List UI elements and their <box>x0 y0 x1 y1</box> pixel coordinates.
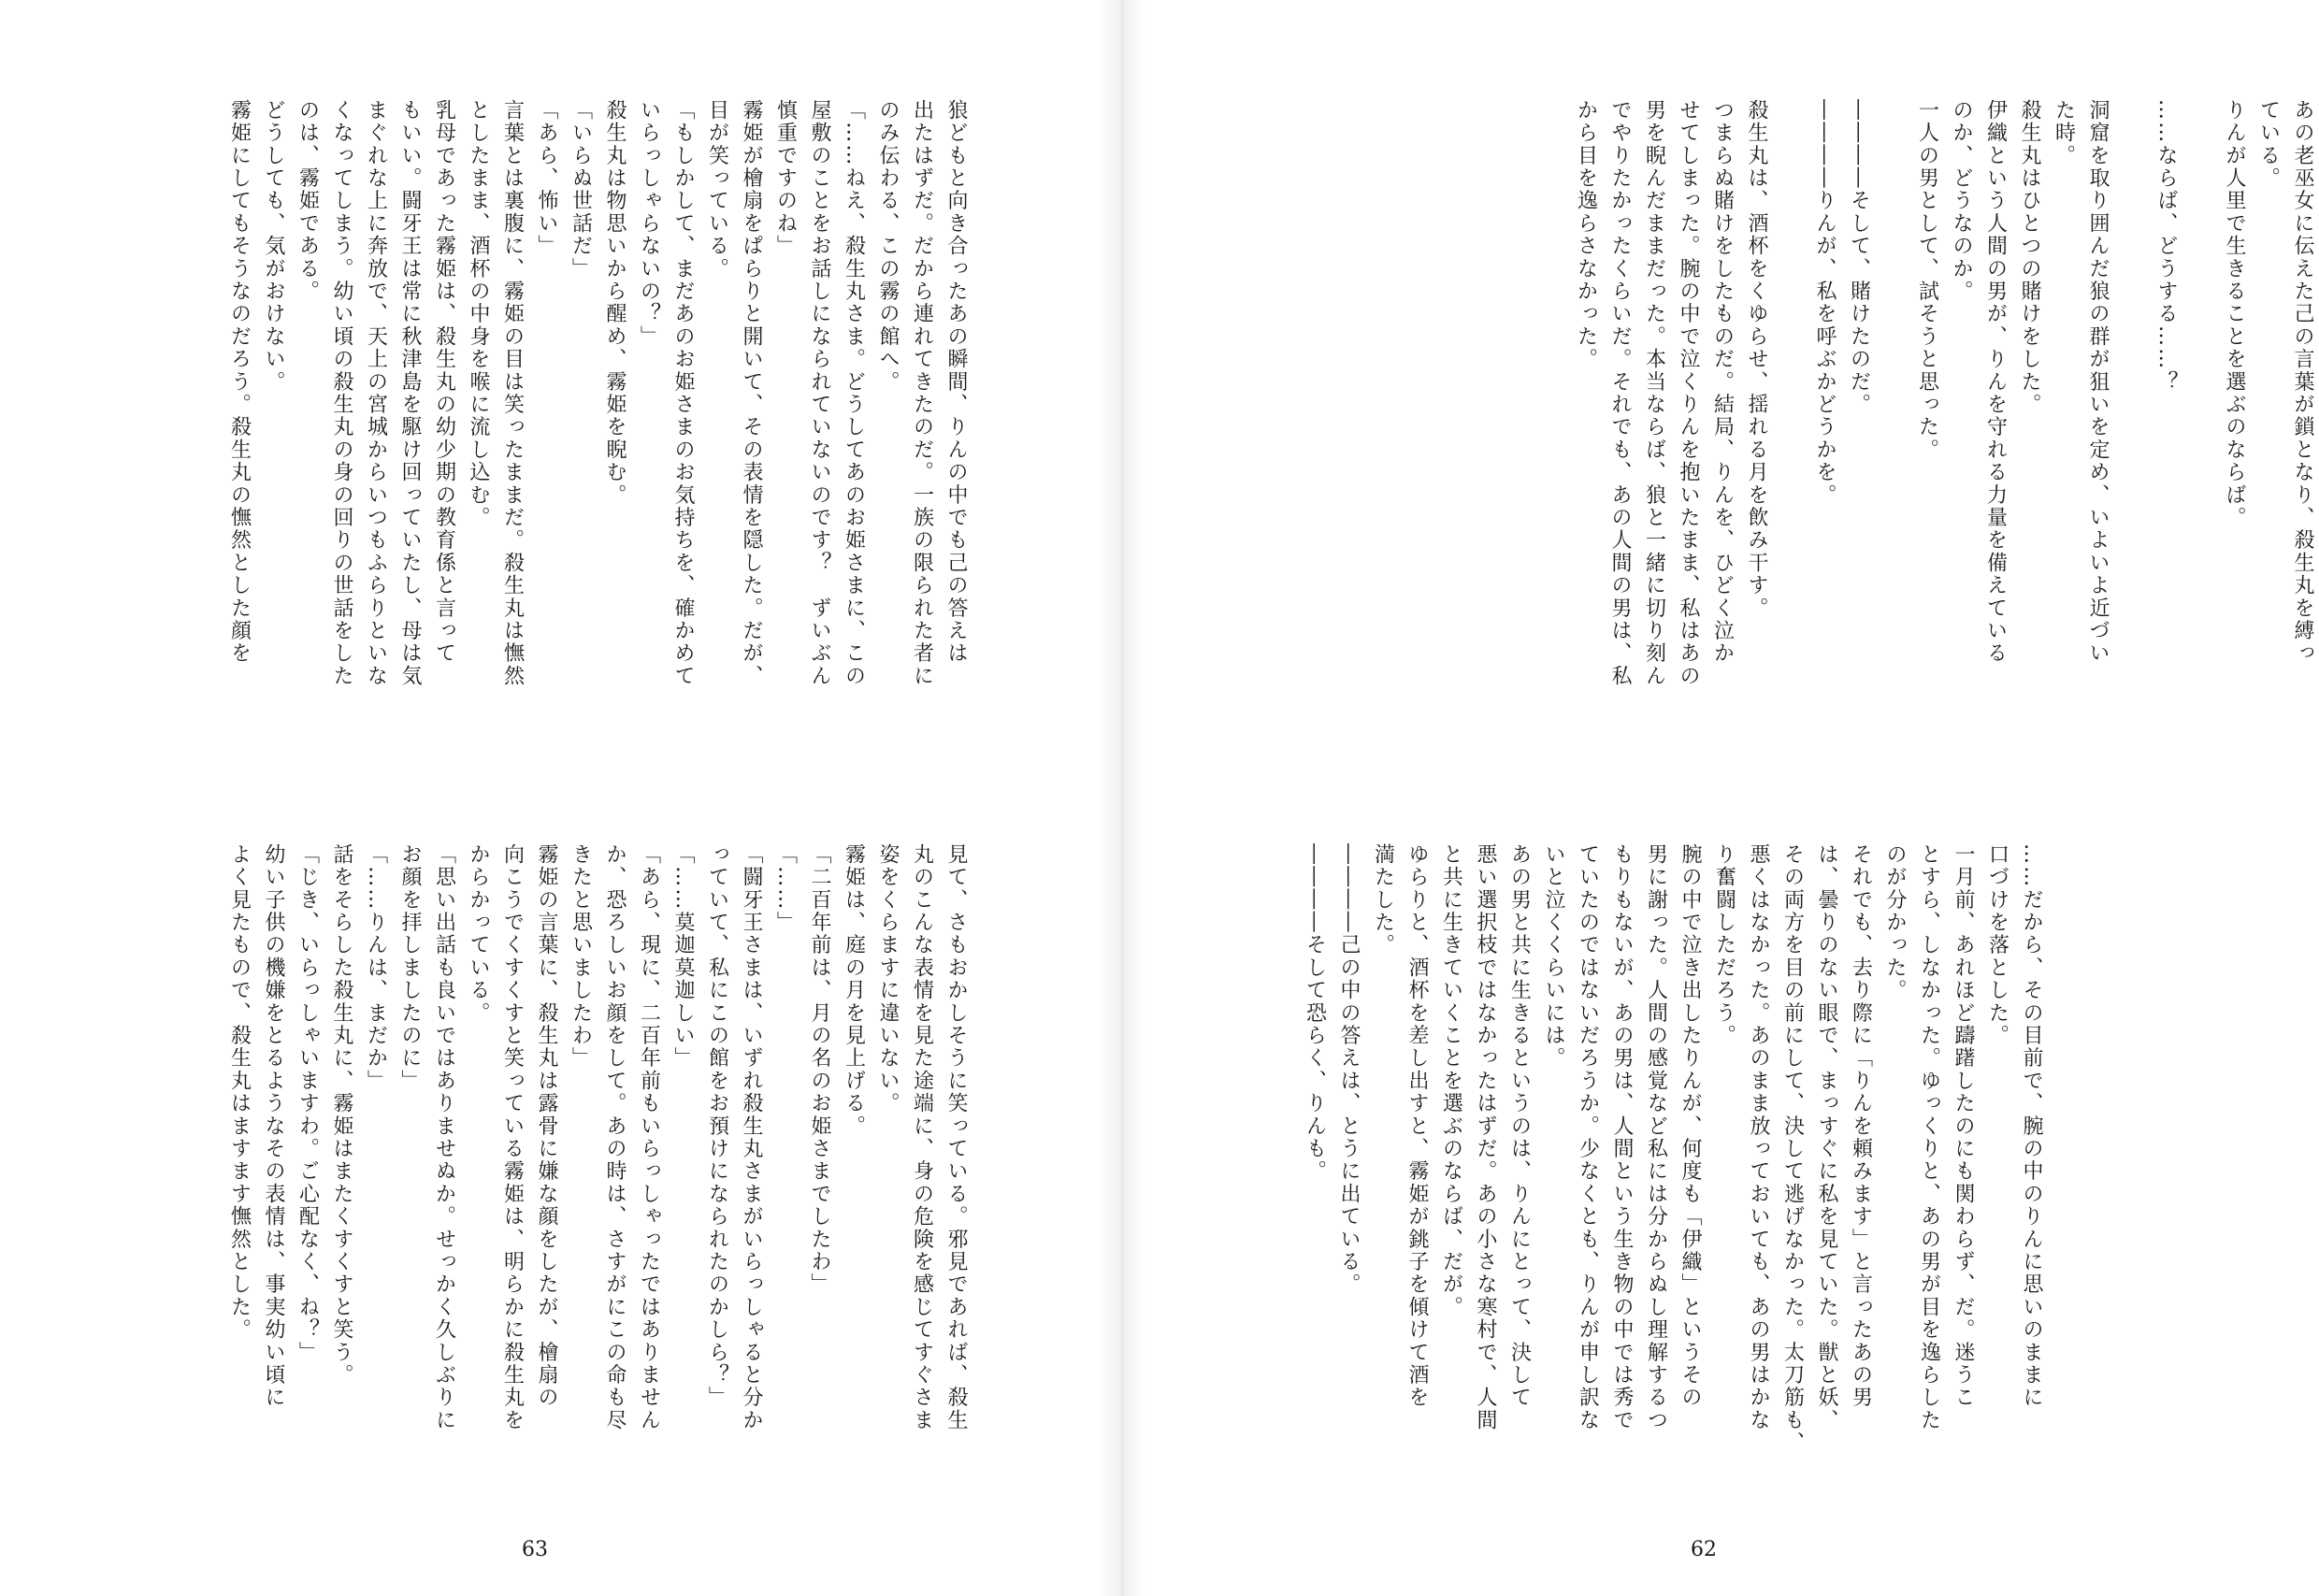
text-column: 話をそらした殺生丸に、霧姫はまたくすくすと笑う。 <box>330 843 353 1387</box>
text-column: 満たした。 <box>1371 843 1395 956</box>
text-column <box>1773 99 1808 815</box>
text-column: ――――りんが、私を呼ぶかどうかを。 <box>1813 99 1836 507</box>
text-column: お顔を拝しましたのに」 <box>398 843 422 1093</box>
text-column: 見て、さもおかしそうに笑っている。邪見であれば、殺生 <box>944 843 968 1432</box>
text-column: 霧姫の言葉に、殺生丸は露骨に嫌な顔をしたが、檜扇の <box>535 843 558 1409</box>
text-column: 「いらぬ世話だ」 <box>569 99 593 280</box>
text-column: 屋敷のことをお話しになられていないのです？ ずいぶん <box>808 99 831 688</box>
text-column: 「もしかして、まだあのお姫さまのお気持ちを、確かめて <box>671 99 695 688</box>
text-column: 幼い子供の機嫌をとるようなその表情は、事実幼い頃に <box>262 843 285 1409</box>
page-62 <box>1122 0 2314 1596</box>
text-column: 霧姫にしてもそうなのだろう。殺生丸の憮然とした顔を <box>227 99 252 665</box>
text-column: 「二百年前は、月の名のお姫さまでしたわ」 <box>808 843 831 1296</box>
binding-gutter <box>1100 0 1145 1596</box>
text-column: ――――己の中の答えは、とうに出ている。 <box>1337 843 1361 1296</box>
text-column: 目が笑っている。 <box>705 99 729 280</box>
text-column: いらっしゃらないの？」 <box>637 99 661 349</box>
page-number: 63 <box>522 1538 548 1561</box>
text-column <box>2182 99 2217 815</box>
text-column: は、曇りのない眼で、まっすぐに私を見ていた。獣と妖、 <box>1815 843 1838 1432</box>
text-column: ていたのではないだろうか。少なくとも、りんが申し訳な <box>1576 843 1600 1432</box>
page-63 <box>0 0 1122 1596</box>
text-column: どうしても、気がおけない。 <box>262 99 285 394</box>
text-column: 向こうでくすくすと笑っている霧姫は、明らかに殺生丸を <box>500 843 525 1432</box>
text-column: 霧姫が檜扇をぱらりと開いて、その表情を隠した。だが、 <box>740 99 763 688</box>
text-column: 丸のこんな表情を見た途端に、身の危険を感じてすぐさま <box>910 843 934 1432</box>
text-column: ――――そして、賭けたのだ。 <box>1847 99 1871 416</box>
text-column: もりもないが、あの男は、人間という生き物の中では秀で <box>1610 843 1634 1432</box>
text-column: 殺生丸は、酒杯をくゆらせ、揺れる月を飲み干す。 <box>1745 99 1768 620</box>
text-column: 霧姫は、庭の月を見上げる。 <box>842 843 866 1138</box>
text-column: あの男と共に生きるというのは、りんにとって、決して <box>1507 843 1532 1409</box>
text-column <box>2114 99 2149 815</box>
text-column: もいい。闘牙王は常に秋津島を駆け回っていたし、母は気 <box>398 99 422 688</box>
text-column: のが分かった。 <box>1883 843 1907 1002</box>
text-column: のは、霧姫である。 <box>295 99 320 303</box>
text-column: のか、どうなのか。 <box>1950 99 1973 303</box>
text-column: 狼どもと向き合ったあの瞬間、りんの中でも己の答えは <box>944 99 968 665</box>
text-column: あの老巫女に伝えた己の言葉が鎖となり、殺生丸を縛っ <box>2291 99 2314 665</box>
page-number: 62 <box>1691 1538 1717 1561</box>
text-column: としたまま、酒杯の中身を喉に流し込む。 <box>467 99 490 529</box>
text-column: 悪い選択枝ではなかったはずだ。あの小さな寒村で、人間 <box>1474 843 1497 1432</box>
text-column: 「……」 <box>773 843 798 934</box>
text-column: 殺生丸は物思いから醒め、霧姫を睨む。 <box>603 99 627 507</box>
text-column: 乳母であった霧姫は、殺生丸の幼少期の教育係と言って <box>432 99 456 665</box>
text-column: 口づけを落とした。 <box>1985 843 2009 1047</box>
text-column: 「闘牙王さまは、いずれ殺生丸さまがいらっしゃると分か <box>740 843 763 1432</box>
text-column: ゆらりと、酒杯を差し出すと、霧姫が銚子を傾けて酒を <box>1405 843 1429 1409</box>
text-column: 悪くはなかった。あのまま放っておいても、あの男はかな <box>1747 843 1770 1432</box>
text-column: それでも、去り際に「りんを頼みます」と言ったあの男 <box>1849 843 1873 1409</box>
text-column: た時。 <box>2052 99 2076 167</box>
text-column: から目を逸らさなかった。 <box>1574 99 1598 371</box>
text-column: 出たはずだ。だから連れてきたのだ。一族の限られた者に <box>910 99 934 688</box>
text-column: 「じき、いらっしゃいますわ。ご心配なく、ね？」 <box>295 843 320 1364</box>
text-column: ……だから、その目前で、腕の中のりんに思いのままに <box>2020 843 2043 1409</box>
text-column: と共に生きていくことを選ぶのならば、だが。 <box>1439 843 1463 1319</box>
text-column: でやりたかったくらいだ。それでも、あの人間の男は、私 <box>1608 99 1632 688</box>
text-column: つまらぬ賭けをしたものだ。結局、りんを、ひどく泣か <box>1710 99 1735 665</box>
text-column: 「……ねえ、殺生丸さま。どうしてあのお姫さまに、この <box>842 99 866 688</box>
text-column: せてしまった。腕の中で泣くりんを抱いたまま、私はあの <box>1677 99 1700 688</box>
text-column: のみ伝わる、この霧の館へ。 <box>876 99 900 394</box>
text-column: 洞窟を取り囲んだ狼の群が狙いを定め、いよいよ近づい <box>2086 99 2110 665</box>
page-63-upper-text-block <box>122 99 972 815</box>
text-column: 一人の男として、試そうと思った。 <box>1915 99 1939 462</box>
text-column: 「あら、現に、二百年前もいらっしゃったではありません <box>637 843 661 1432</box>
text-column: きたと思いましたわ」 <box>569 843 593 1070</box>
text-column: ている。 <box>2256 99 2281 190</box>
text-column: からかっている。 <box>467 843 490 1025</box>
text-column: っていて、私にこの館をお預けになられたのかしら？」 <box>705 843 729 1409</box>
text-column: 男を睨んだままだった。本当ならば、狼と一緒に切り刻ん <box>1642 99 1666 688</box>
page-62-lower-text-block <box>1303 843 2048 1521</box>
text-column: いと泣くくらいには。 <box>1542 843 1565 1070</box>
text-column: 「思い出話も良いではありませぬか。せっかく久しぶりに <box>432 843 456 1432</box>
text-column: 姿をくらますに違いない。 <box>876 843 900 1115</box>
text-column: 伊織という人間の男が、りんを守れる力量を備えている <box>1983 99 2008 665</box>
text-column: 一月前、あれほど躊躇したのにも関わらず、だ。迷うこ <box>1952 843 1975 1409</box>
text-column: その両方を目の前にして、決して逃げなかった。太刀筋も、 <box>1780 843 1805 1455</box>
text-column: り奮闘しただろう。 <box>1712 843 1736 1047</box>
page-62-upper-text-block <box>1300 99 2319 815</box>
text-column: か、恐ろしいお顔をして。あの時は、さすがにこの命も尽 <box>603 843 627 1432</box>
text-column: 「あら、怖い」 <box>535 99 558 258</box>
text-column: 男に謝った。人間の感覚など私には分からぬし理解するつ <box>1644 843 1668 1432</box>
text-column: よく見たもので、殺生丸はますます憮然とした。 <box>227 843 252 1342</box>
text-column: 「……りんは、まだか」 <box>364 843 388 1093</box>
text-column: まぐれな上に奔放で、天上の宮城からいつもふらりといな <box>364 99 388 688</box>
page-63-lower-text-block <box>122 843 972 1521</box>
text-column: 慎重ですのね」 <box>773 99 798 258</box>
text-column: ――――そして恐らく、りんも。 <box>1303 843 1327 1183</box>
text-column: りんが人里で生きることを選ぶのならば。 <box>2223 99 2246 529</box>
text-column: くなってしまう。幼い頃の殺生丸の身の回りの世話をした <box>330 99 353 688</box>
text-column: 殺生丸はひとつの賭けをした。 <box>2018 99 2041 416</box>
text-column: 「……莫迦莫迦しい」 <box>671 843 695 1070</box>
text-column: 腕の中で泣き出したりんが、何度も「伊織」というその <box>1678 843 1702 1409</box>
text-column <box>1876 99 1910 815</box>
text-column: とすら、しなかった。ゆっくりと、あの男が目を逸らした <box>1917 843 1941 1432</box>
text-column: 言葉とは裏腹に、霧姫の目は笑ったままだ。殺生丸は憮然 <box>500 99 525 688</box>
text-column: ……ならば、どうする……？ <box>2154 99 2178 394</box>
